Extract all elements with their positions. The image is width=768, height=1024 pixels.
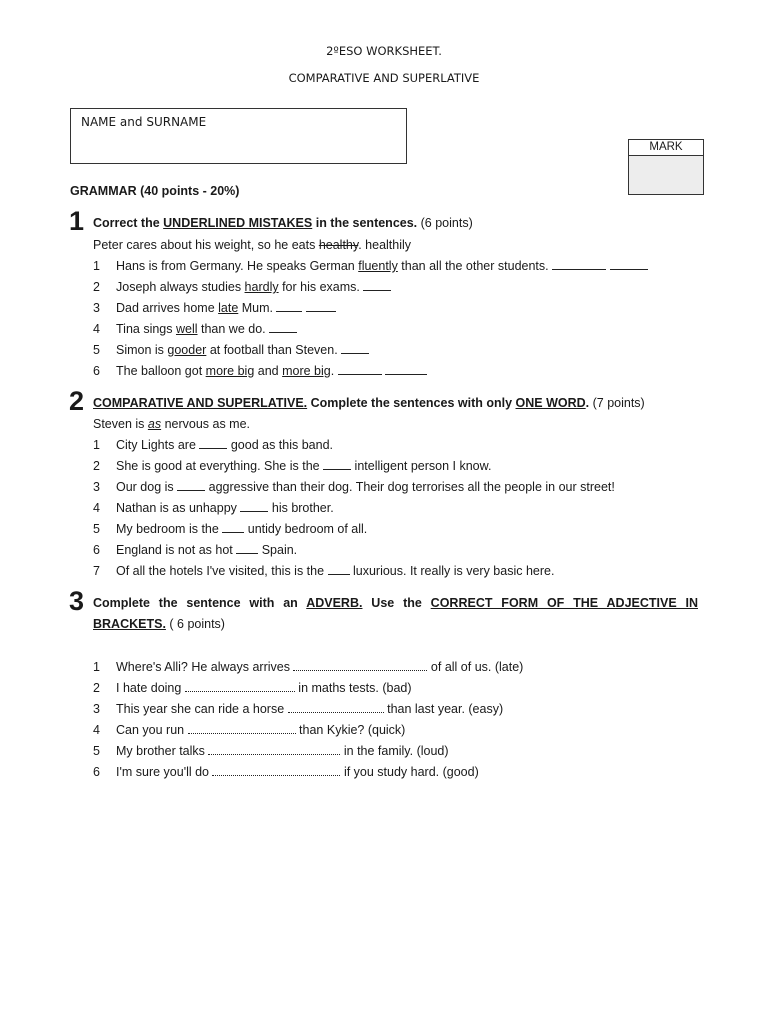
exercise-1-instructions: Correct the UNDERLINED MISTAKES in the sentences. (6 points)	[93, 216, 473, 230]
worksheet-subtitle: COMPARATIVE AND SUPERLATIVE	[288, 71, 480, 85]
mark-box-label: MARK	[629, 140, 703, 156]
exercise-2-item: 2 She is good at everything. She is the intelligent person I know.	[93, 459, 492, 473]
answer-blank[interactable]	[185, 690, 295, 692]
answer-blank[interactable]	[328, 573, 350, 575]
answer-blank[interactable]	[288, 711, 384, 713]
exercise-1-item: 3 Dad arrives home late Mum.	[93, 301, 336, 315]
exercise-1-item: 5 Simon is gooder at football than Steven.	[93, 343, 369, 357]
exercise-2-item: 4 Nathan is as unhappy his brother.	[93, 501, 334, 515]
answer-blank[interactable]	[212, 774, 340, 776]
answer-blank[interactable]	[306, 310, 336, 312]
answer-blank[interactable]	[208, 753, 340, 755]
answer-blank[interactable]	[293, 669, 427, 671]
exercise-3-item: 5 My brother talks in the family. (loud)	[93, 744, 449, 758]
answer-blank[interactable]	[276, 310, 302, 312]
exercise-3-item: 6 I'm sure you'll do if you study hard. (good)	[93, 765, 479, 779]
exercise-2-number: 2	[69, 386, 85, 416]
answer-blank[interactable]	[269, 331, 297, 333]
answer-blank[interactable]	[385, 373, 427, 375]
worksheet-title: 2ºESO WORKSHEET.	[326, 44, 442, 58]
exercise-1-example: Peter cares about his weight, so he eats healthy. healthily	[93, 238, 412, 252]
answer-blank[interactable]	[338, 373, 382, 375]
name-box[interactable]	[70, 108, 407, 164]
exercise-3-instructions: Complete the sentence with an ADVERB. Use the CORRECT FORM OF THE ADJECTIVE IN	[93, 596, 699, 610]
answer-blank[interactable]	[240, 510, 268, 512]
exercise-2-item: 7 Of all the hotels I've visited, this is the luxurious. It really is very basic here.	[93, 564, 555, 578]
answer-blank[interactable]	[222, 531, 244, 533]
exercise-3-item: 4 Can you run than Kykie? (quick)	[93, 723, 406, 737]
answer-blank[interactable]	[363, 289, 391, 291]
answer-blank[interactable]	[188, 732, 296, 734]
exercise-3-item: 2 I hate doing in maths tests. (bad)	[93, 681, 412, 695]
exercise-2-item: 6 England is not as hot Spain.	[93, 543, 298, 557]
answer-blank[interactable]	[341, 352, 369, 354]
answer-blank[interactable]	[236, 552, 258, 554]
exercise-3-item: 3 This year she can ride a horse than last year. (easy)	[93, 702, 504, 716]
mark-box	[628, 139, 704, 195]
answer-blank[interactable]	[552, 268, 606, 270]
exercise-2-example: Steven is as nervous as me.	[93, 417, 251, 431]
exercise-3-number: 3	[69, 586, 85, 616]
answer-blank[interactable]	[177, 489, 205, 491]
exercise-3-instructions-cont: BRACKETS. ( 6 points)	[93, 617, 225, 631]
exercise-1-item: 4 Tina sings well than we do.	[93, 322, 297, 336]
answer-blank[interactable]	[323, 468, 351, 470]
grammar-heading: GRAMMAR (40 points - 20%)	[70, 184, 240, 198]
exercise-1-item: 2 Joseph always studies hardly for his exams.	[93, 280, 391, 294]
exercise-3-item: 1 Where's Alli? He always arrives of all of us. (late)	[93, 660, 524, 674]
exercise-1-item: 6 The balloon got more big and more big.	[93, 364, 427, 378]
exercise-2-item: 5 My bedroom is the untidy bedroom of all.	[93, 522, 368, 536]
exercise-1-number: 1	[69, 206, 85, 236]
exercise-2-item: 1 City Lights are good as this band.	[93, 438, 334, 452]
exercise-2-item: 3 Our dog is aggressive than their dog. Their dog terrorises all the people in our street!	[93, 480, 615, 494]
exercise-1-item: 1 Hans is from Germany. He speaks German fluently than all the other students.	[93, 259, 648, 273]
answer-blank[interactable]	[610, 268, 648, 270]
name-box-label: NAME and SURNAME	[81, 115, 207, 129]
answer-blank[interactable]	[199, 447, 227, 449]
exercise-2-instructions: COMPARATIVE AND SUPERLATIVE. Complete the sentences with only ONE WORD. (7 points)	[93, 396, 645, 410]
